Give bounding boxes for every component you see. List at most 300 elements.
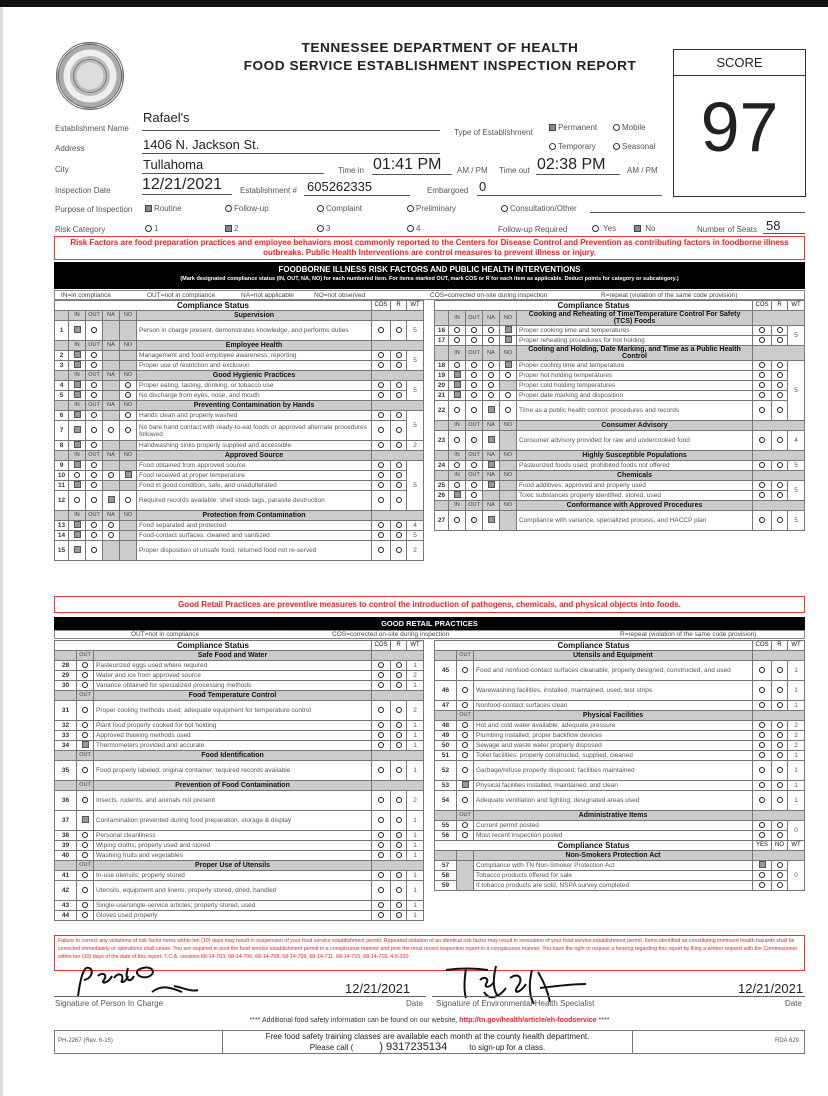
status-out[interactable] xyxy=(466,361,483,371)
out-radio-icon[interactable] xyxy=(91,522,97,528)
out-radio-icon[interactable] xyxy=(82,797,88,803)
cos-cell[interactable] xyxy=(372,481,391,491)
r-radio-icon[interactable] xyxy=(777,392,783,398)
status-out[interactable] xyxy=(77,811,94,831)
cos-cell[interactable] xyxy=(372,831,391,841)
cos-cell[interactable] xyxy=(753,731,772,741)
r-cell[interactable] xyxy=(391,321,407,341)
status-out[interactable] xyxy=(466,481,483,491)
r-radio-icon[interactable] xyxy=(777,702,783,708)
cos-cell[interactable] xyxy=(753,751,772,761)
followup-no[interactable]: No xyxy=(634,224,655,233)
cos-cell[interactable] xyxy=(372,791,391,811)
out-radio-icon[interactable] xyxy=(471,492,477,498)
status-out[interactable] xyxy=(77,791,94,811)
status-out[interactable] xyxy=(457,831,474,841)
na-radio-icon[interactable] xyxy=(488,372,494,378)
cos-radio-icon[interactable] xyxy=(759,832,765,838)
status-na[interactable] xyxy=(483,391,500,401)
cos-cell[interactable] xyxy=(372,461,391,471)
no-radio-icon[interactable] xyxy=(505,407,511,413)
out-radio-icon[interactable] xyxy=(471,327,477,333)
r-radio-icon[interactable] xyxy=(396,382,402,388)
r-cell[interactable] xyxy=(391,671,407,681)
in-checked-icon[interactable] xyxy=(454,381,461,388)
r-radio-icon[interactable] xyxy=(396,767,402,773)
r-radio-icon[interactable] xyxy=(777,492,783,498)
purpose-follow-up[interactable]: Follow-up xyxy=(225,204,269,213)
status-out[interactable] xyxy=(457,731,474,741)
status-no[interactable] xyxy=(120,421,137,441)
status-out[interactable] xyxy=(77,741,94,751)
cos-cell[interactable] xyxy=(372,871,391,881)
out-radio-icon[interactable] xyxy=(91,462,97,468)
out-radio-icon[interactable] xyxy=(91,362,97,368)
cos-cell[interactable] xyxy=(753,371,772,381)
cos-cell[interactable] xyxy=(372,491,391,511)
cos-radio-icon[interactable] xyxy=(378,767,384,773)
r-radio-icon[interactable] xyxy=(777,407,783,413)
r-cell[interactable] xyxy=(391,381,407,391)
status-out[interactable] xyxy=(457,791,474,811)
status-out[interactable] xyxy=(457,701,474,711)
out-radio-icon[interactable] xyxy=(462,767,468,773)
status-in[interactable] xyxy=(69,471,86,481)
status-out[interactable] xyxy=(86,491,103,511)
out-radio-icon[interactable] xyxy=(91,472,97,478)
r-cell[interactable] xyxy=(391,841,407,851)
r-radio-icon[interactable] xyxy=(396,682,402,688)
cos-cell[interactable] xyxy=(753,361,772,371)
in-checked-icon[interactable] xyxy=(74,351,81,358)
status-no[interactable] xyxy=(120,381,137,391)
na-checked-icon[interactable] xyxy=(488,461,495,468)
out-radio-icon[interactable] xyxy=(462,687,468,693)
r-cell[interactable] xyxy=(391,411,407,421)
out-radio-icon[interactable] xyxy=(82,767,88,773)
r-cell[interactable] xyxy=(772,701,788,711)
r-radio-icon[interactable] xyxy=(777,732,783,738)
cos-radio-icon[interactable] xyxy=(759,782,765,788)
cos-radio-icon[interactable] xyxy=(759,362,765,368)
no-checked-icon[interactable] xyxy=(505,326,512,333)
status-out[interactable] xyxy=(466,326,483,336)
cos-radio-icon[interactable] xyxy=(759,407,765,413)
cos-radio-icon[interactable] xyxy=(378,497,384,503)
cos-cell[interactable] xyxy=(753,681,772,701)
cos-radio-icon[interactable] xyxy=(378,482,384,488)
status-out[interactable] xyxy=(77,721,94,731)
status-out[interactable] xyxy=(77,731,94,741)
r-cell[interactable] xyxy=(772,401,788,421)
status-out[interactable] xyxy=(86,351,103,361)
no-checked-icon[interactable] xyxy=(505,336,512,343)
status-out[interactable] xyxy=(86,321,103,341)
cos-cell[interactable] xyxy=(753,831,772,841)
status-in[interactable] xyxy=(69,481,86,491)
cos-cell[interactable] xyxy=(372,721,391,731)
r-cell[interactable] xyxy=(772,511,788,531)
status-out[interactable] xyxy=(86,411,103,421)
r-radio-icon[interactable] xyxy=(396,912,402,918)
status-out[interactable] xyxy=(86,541,103,561)
cos-cell[interactable] xyxy=(372,671,391,681)
out-radio-icon[interactable] xyxy=(471,482,477,488)
r-radio-icon[interactable] xyxy=(396,442,402,448)
cos-radio-icon[interactable] xyxy=(378,902,384,908)
no-checked-icon[interactable] xyxy=(505,361,512,368)
r-cell[interactable] xyxy=(772,361,788,371)
in-radio-icon[interactable] xyxy=(74,472,80,478)
out-radio-icon[interactable] xyxy=(462,667,468,673)
r-radio-icon[interactable] xyxy=(396,392,402,398)
r-cell[interactable] xyxy=(772,461,788,471)
status-in[interactable] xyxy=(449,401,466,421)
status-na[interactable] xyxy=(103,491,120,511)
cos-cell[interactable] xyxy=(372,731,391,741)
no-cell[interactable] xyxy=(772,861,788,871)
na-checked-icon[interactable] xyxy=(488,406,495,413)
r-cell[interactable] xyxy=(391,791,407,811)
r-cell[interactable] xyxy=(391,481,407,491)
r-radio-icon[interactable] xyxy=(396,742,402,748)
na-radio-icon[interactable] xyxy=(488,382,494,388)
cos-cell[interactable] xyxy=(372,901,391,911)
r-cell[interactable] xyxy=(772,831,788,841)
in-checked-icon[interactable] xyxy=(74,461,81,468)
out-radio-icon[interactable] xyxy=(462,722,468,728)
yes-radio-icon[interactable] xyxy=(759,882,765,888)
out-radio-icon[interactable] xyxy=(91,427,97,433)
r-cell[interactable] xyxy=(772,371,788,381)
cos-radio-icon[interactable] xyxy=(378,532,384,538)
cos-cell[interactable] xyxy=(372,391,391,401)
cos-radio-icon[interactable] xyxy=(759,797,765,803)
r-radio-icon[interactable] xyxy=(777,362,783,368)
cos-cell[interactable] xyxy=(753,461,772,471)
out-radio-icon[interactable] xyxy=(91,382,97,388)
status-no[interactable] xyxy=(500,401,517,421)
risk-category-4[interactable]: 4 xyxy=(407,224,420,233)
cos-cell[interactable] xyxy=(753,401,772,421)
r-cell[interactable] xyxy=(391,441,407,451)
r-cell[interactable] xyxy=(772,681,788,701)
status-in[interactable] xyxy=(69,391,86,401)
status-out[interactable] xyxy=(86,441,103,451)
r-cell[interactable] xyxy=(772,481,788,491)
r-radio-icon[interactable] xyxy=(777,767,783,773)
r-radio-icon[interactable] xyxy=(396,902,402,908)
cos-radio-icon[interactable] xyxy=(378,352,384,358)
cos-radio-icon[interactable] xyxy=(759,767,765,773)
no-radio-icon[interactable] xyxy=(777,862,783,868)
status-na[interactable] xyxy=(483,481,500,491)
cos-radio-icon[interactable] xyxy=(378,707,384,713)
r-cell[interactable] xyxy=(772,791,788,811)
cos-radio-icon[interactable] xyxy=(759,702,765,708)
out-radio-icon[interactable] xyxy=(82,732,88,738)
out-radio-icon[interactable] xyxy=(471,462,477,468)
r-cell[interactable] xyxy=(391,351,407,361)
cos-cell[interactable] xyxy=(372,761,391,781)
cos-radio-icon[interactable] xyxy=(378,887,384,893)
out-radio-icon[interactable] xyxy=(91,327,97,333)
out-radio-icon[interactable] xyxy=(82,902,88,908)
in-radio-icon[interactable] xyxy=(454,407,460,413)
r-radio-icon[interactable] xyxy=(777,667,783,673)
no-radio-icon[interactable] xyxy=(505,392,511,398)
no-radio-icon[interactable] xyxy=(777,872,783,878)
cos-cell[interactable] xyxy=(753,781,772,791)
in-radio-icon[interactable] xyxy=(454,482,460,488)
r-cell[interactable] xyxy=(391,701,407,721)
status-no[interactable] xyxy=(500,326,517,336)
status-na[interactable] xyxy=(103,531,120,541)
r-cell[interactable] xyxy=(391,421,407,441)
status-out[interactable] xyxy=(86,531,103,541)
r-cell[interactable] xyxy=(772,781,788,791)
cos-radio-icon[interactable] xyxy=(759,517,765,523)
status-out[interactable] xyxy=(457,661,474,681)
out-radio-icon[interactable] xyxy=(471,407,477,413)
out-radio-icon[interactable] xyxy=(82,832,88,838)
r-radio-icon[interactable] xyxy=(396,842,402,848)
type-temporary[interactable]: Temporary xyxy=(549,142,596,151)
out-radio-icon[interactable] xyxy=(82,707,88,713)
na-checked-icon[interactable] xyxy=(488,516,495,523)
status-na[interactable] xyxy=(483,431,500,451)
r-radio-icon[interactable] xyxy=(777,742,783,748)
status-no[interactable] xyxy=(120,411,137,421)
type-permanent[interactable]: Permanent xyxy=(549,123,597,132)
status-in[interactable] xyxy=(449,391,466,401)
status-out[interactable] xyxy=(466,391,483,401)
in-radio-icon[interactable] xyxy=(454,362,460,368)
status-out[interactable] xyxy=(466,461,483,471)
cos-cell[interactable] xyxy=(753,391,772,401)
status-out[interactable] xyxy=(466,381,483,391)
out-radio-icon[interactable] xyxy=(462,832,468,838)
yes-radio-icon[interactable] xyxy=(759,872,765,878)
r-radio-icon[interactable] xyxy=(777,517,783,523)
out-checked-icon[interactable] xyxy=(462,781,469,788)
out-radio-icon[interactable] xyxy=(82,682,88,688)
cos-radio-icon[interactable] xyxy=(759,372,765,378)
status-out[interactable] xyxy=(466,431,483,451)
r-cell[interactable] xyxy=(391,541,407,561)
out-radio-icon[interactable] xyxy=(91,532,97,538)
cos-cell[interactable] xyxy=(372,361,391,371)
cos-radio-icon[interactable] xyxy=(378,842,384,848)
cos-radio-icon[interactable] xyxy=(759,732,765,738)
r-radio-icon[interactable] xyxy=(777,337,783,343)
cos-radio-icon[interactable] xyxy=(378,817,384,823)
r-cell[interactable] xyxy=(772,731,788,741)
r-cell[interactable] xyxy=(772,721,788,731)
status-out[interactable] xyxy=(466,511,483,531)
r-radio-icon[interactable] xyxy=(396,522,402,528)
out-radio-icon[interactable] xyxy=(471,382,477,388)
cos-cell[interactable] xyxy=(372,851,391,861)
cos-cell[interactable] xyxy=(372,521,391,531)
r-radio-icon[interactable] xyxy=(396,832,402,838)
cos-cell[interactable] xyxy=(372,911,391,921)
cos-cell[interactable] xyxy=(372,321,391,341)
r-cell[interactable] xyxy=(391,531,407,541)
na-radio-icon[interactable] xyxy=(488,337,494,343)
r-cell[interactable] xyxy=(772,381,788,391)
cos-cell[interactable] xyxy=(753,336,772,346)
status-in[interactable] xyxy=(449,371,466,381)
yes-checked-icon[interactable] xyxy=(759,861,766,868)
status-out[interactable] xyxy=(77,831,94,841)
r-radio-icon[interactable] xyxy=(777,327,783,333)
r-cell[interactable] xyxy=(772,761,788,781)
r-cell[interactable] xyxy=(772,326,788,336)
cos-radio-icon[interactable] xyxy=(759,482,765,488)
out-radio-icon[interactable] xyxy=(91,442,97,448)
r-cell[interactable] xyxy=(772,491,788,501)
no-radio-icon[interactable] xyxy=(125,412,131,418)
yes-cell[interactable] xyxy=(753,881,772,891)
r-radio-icon[interactable] xyxy=(777,722,783,728)
cos-cell[interactable] xyxy=(372,681,391,691)
status-in[interactable] xyxy=(69,421,86,441)
status-out[interactable] xyxy=(466,371,483,381)
in-radio-icon[interactable] xyxy=(454,327,460,333)
out-radio-icon[interactable] xyxy=(471,517,477,523)
no-radio-icon[interactable] xyxy=(125,497,131,503)
status-na[interactable] xyxy=(483,461,500,471)
cos-radio-icon[interactable] xyxy=(759,337,765,343)
status-out[interactable] xyxy=(86,521,103,531)
out-radio-icon[interactable] xyxy=(82,852,88,858)
status-in[interactable] xyxy=(69,361,86,371)
status-na[interactable] xyxy=(483,336,500,346)
r-cell[interactable] xyxy=(391,871,407,881)
cos-cell[interactable] xyxy=(372,881,391,901)
status-out[interactable] xyxy=(77,911,94,921)
r-radio-icon[interactable] xyxy=(396,817,402,823)
status-na[interactable] xyxy=(483,381,500,391)
status-out[interactable] xyxy=(77,671,94,681)
status-out[interactable] xyxy=(466,336,483,346)
risk-category-1[interactable]: 1 xyxy=(145,224,158,233)
cos-radio-icon[interactable] xyxy=(759,822,765,828)
cos-cell[interactable] xyxy=(372,411,391,421)
r-cell[interactable] xyxy=(772,821,788,831)
status-na[interactable] xyxy=(483,511,500,531)
cos-radio-icon[interactable] xyxy=(378,832,384,838)
cos-radio-icon[interactable] xyxy=(378,327,384,333)
r-radio-icon[interactable] xyxy=(396,482,402,488)
out-radio-icon[interactable] xyxy=(471,337,477,343)
status-out[interactable] xyxy=(457,761,474,781)
status-out[interactable] xyxy=(457,821,474,831)
cos-cell[interactable] xyxy=(372,531,391,541)
r-cell[interactable] xyxy=(391,831,407,841)
out-radio-icon[interactable] xyxy=(82,872,88,878)
cos-radio-icon[interactable] xyxy=(759,382,765,388)
cos-cell[interactable] xyxy=(753,381,772,391)
cos-radio-icon[interactable] xyxy=(378,912,384,918)
status-no[interactable] xyxy=(500,371,517,381)
status-in[interactable] xyxy=(449,461,466,471)
status-na[interactable] xyxy=(103,421,120,441)
risk-category-2[interactable]: 2 xyxy=(225,224,238,233)
r-cell[interactable] xyxy=(772,336,788,346)
r-cell[interactable] xyxy=(391,881,407,901)
cos-radio-icon[interactable] xyxy=(759,327,765,333)
r-cell[interactable] xyxy=(391,911,407,921)
cos-cell[interactable] xyxy=(372,441,391,451)
r-radio-icon[interactable] xyxy=(777,752,783,758)
r-radio-icon[interactable] xyxy=(396,362,402,368)
out-radio-icon[interactable] xyxy=(471,372,477,378)
in-checked-icon[interactable] xyxy=(454,391,461,398)
na-checked-icon[interactable] xyxy=(488,481,495,488)
status-out[interactable] xyxy=(86,461,103,471)
cos-cell[interactable] xyxy=(372,381,391,391)
cos-cell[interactable] xyxy=(372,351,391,361)
cos-cell[interactable] xyxy=(753,761,772,781)
r-radio-icon[interactable] xyxy=(777,462,783,468)
r-cell[interactable] xyxy=(391,361,407,371)
cos-cell[interactable] xyxy=(753,491,772,501)
cos-radio-icon[interactable] xyxy=(378,852,384,858)
status-in[interactable] xyxy=(449,481,466,491)
na-checked-icon[interactable] xyxy=(108,496,115,503)
na-checked-icon[interactable] xyxy=(488,436,495,443)
r-radio-icon[interactable] xyxy=(777,382,783,388)
in-radio-icon[interactable] xyxy=(74,497,80,503)
r-radio-icon[interactable] xyxy=(396,707,402,713)
yes-cell[interactable] xyxy=(753,861,772,871)
in-checked-icon[interactable] xyxy=(74,521,81,528)
no-radio-icon[interactable] xyxy=(505,372,511,378)
status-out[interactable] xyxy=(457,751,474,761)
cos-cell[interactable] xyxy=(753,721,772,731)
na-radio-icon[interactable] xyxy=(488,392,494,398)
no-cell[interactable] xyxy=(772,881,788,891)
status-in[interactable] xyxy=(69,351,86,361)
status-out[interactable] xyxy=(77,881,94,901)
r-cell[interactable] xyxy=(772,741,788,751)
status-in[interactable] xyxy=(449,326,466,336)
cos-cell[interactable] xyxy=(372,701,391,721)
cos-radio-icon[interactable] xyxy=(378,462,384,468)
r-radio-icon[interactable] xyxy=(396,497,402,503)
r-cell[interactable] xyxy=(772,391,788,401)
cos-cell[interactable] xyxy=(372,541,391,561)
na-radio-icon[interactable] xyxy=(488,327,494,333)
in-checked-icon[interactable] xyxy=(454,491,461,498)
status-in[interactable] xyxy=(449,511,466,531)
status-out[interactable] xyxy=(77,901,94,911)
cos-radio-icon[interactable] xyxy=(759,392,765,398)
r-radio-icon[interactable] xyxy=(777,797,783,803)
in-checked-icon[interactable] xyxy=(454,371,461,378)
cos-cell[interactable] xyxy=(372,421,391,441)
cos-radio-icon[interactable] xyxy=(378,742,384,748)
r-radio-icon[interactable] xyxy=(396,327,402,333)
cos-cell[interactable] xyxy=(372,811,391,831)
status-no[interactable] xyxy=(500,391,517,401)
r-radio-icon[interactable] xyxy=(396,427,402,433)
purpose-complaint[interactable]: Complaint xyxy=(317,204,362,213)
cos-cell[interactable] xyxy=(753,661,772,681)
status-in[interactable] xyxy=(449,361,466,371)
